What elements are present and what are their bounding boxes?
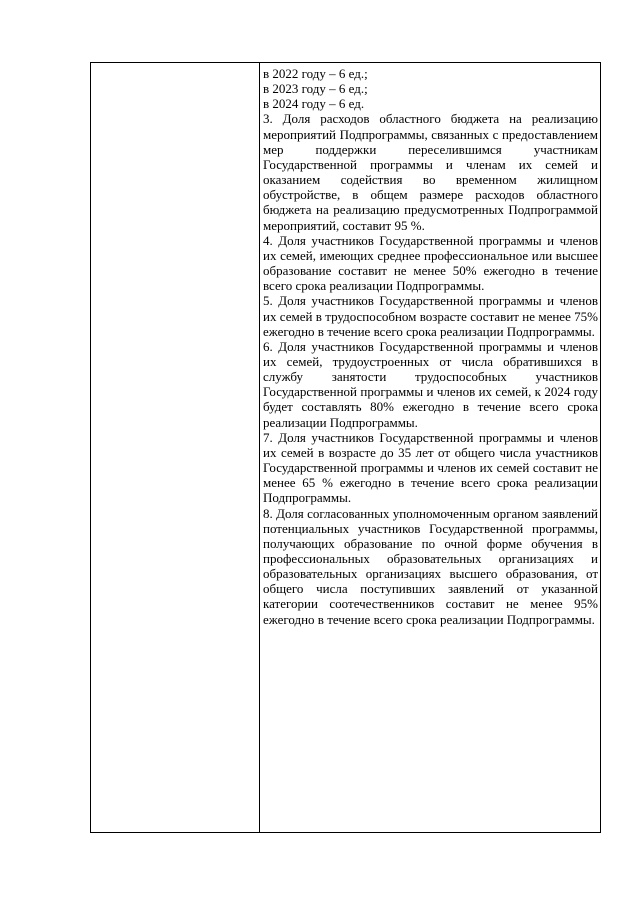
indicator-8: 8. Доля согласованных уполномоченным органом заявлений потенциальных участников Государственной программы, получающих образование по очной форме обучения в профессиональных образовательных организациях и образовательных организациях высшего образования, от общего числа поступивших заявлений от указанной категории соотечественников составит не менее 95% ежегодно в течение всего срока реализации Подпрограммы. bbox=[263, 505, 598, 627]
indicator-5: 5. Доля участников Государственной программы и членов их семей в трудоспособном возрасте составит не менее 75% ежегодно в течение всего срока реализации Подпрограммы. bbox=[263, 293, 598, 339]
year-line-2022: в 2022 году – 6 ед.; bbox=[263, 66, 368, 81]
year-line-2023: в 2023 году – 6 ед.; bbox=[263, 81, 368, 97]
table-label-cell bbox=[91, 63, 260, 832]
year-line-2024: в 2024 году – 6 ед. bbox=[263, 96, 365, 112]
indicator-3: 3. Доля расходов областного бюджета на реализацию мероприятий Подпрограммы, связанных с предоставлением мер поддержки переселившимся участникам Государственной программы и членам их семей и оказанием содействия во временном жилищном обустройстве, в общем размере расходов областного бюджета на реализацию предусмотренных Подпрограммой мероприятий, составит 95 %. bbox=[263, 111, 598, 233]
indicator-4: 4. Доля участников Государственной программы и членов их семей, имеющих среднее профессиональное или высшее образование составит не менее 50% ежегодно в течение всего срока реализации Подпрограммы. bbox=[263, 232, 598, 294]
document-table bbox=[90, 62, 601, 833]
indicator-7: 7. Доля участников Государственной программы и членов их семей в возрасте до 35 лет от общего числа участников Государственной программы и членов их семей составит не менее 65 % ежегодно в течение всего срока реализации Подпрограммы. bbox=[263, 429, 598, 506]
indicator-6: 6. Доля участников Государственной программы и членов их семей, трудоустроенных от числа обратившихся в службу занятости трудоспособных участников Государственной программы и членов их семей, к 2024 году будет составлять 80% ежегодно в течение всего срока реализации Подпрограммы. bbox=[263, 338, 598, 430]
table-content-cell bbox=[260, 63, 600, 832]
